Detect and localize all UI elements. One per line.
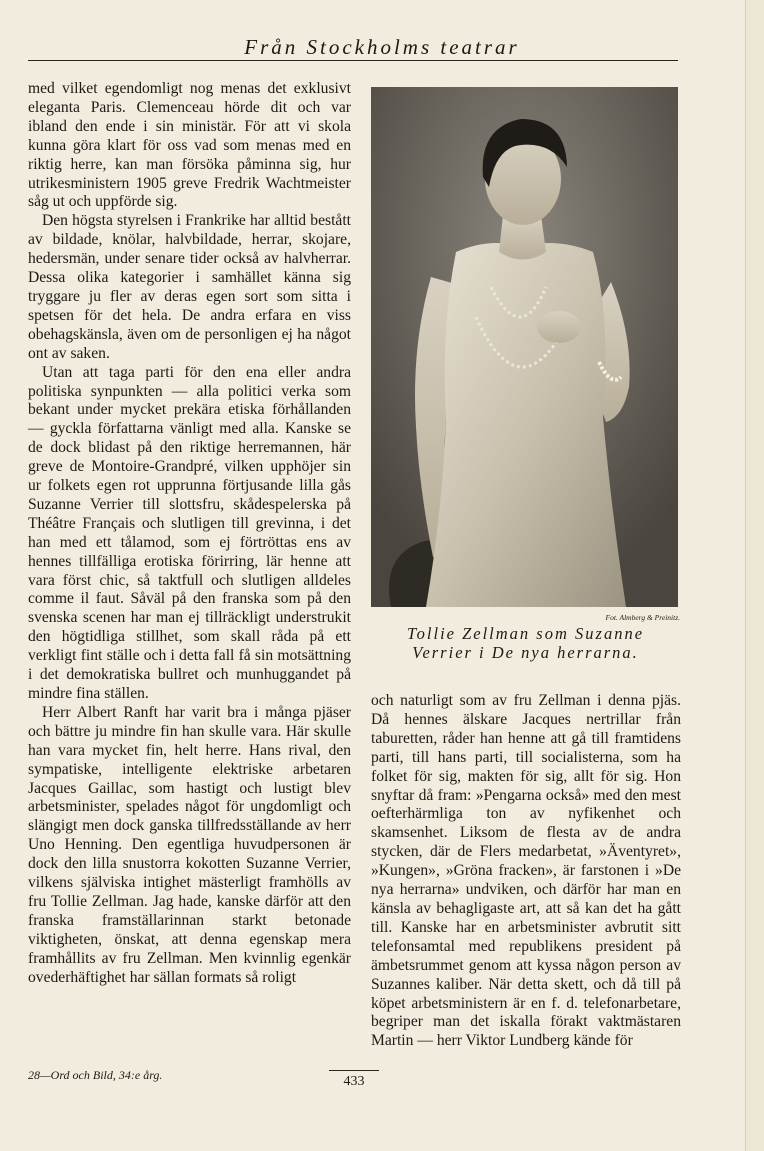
page-number-rule	[329, 1070, 379, 1071]
right-column	[371, 692, 681, 1051]
page-edge	[745, 0, 764, 1151]
page-number: 433	[343, 1074, 365, 1089]
paragraph: Herr Albert Ranft har varit bra i många pjäser och bättre ju mindre fin han skulle vara. Här skulle han vara mycket fin, helt herre. Hans rival, den sympatiske, intelligente elektriske arbetaren Jacques Gaillac, som hastigt och lustigt blev arbetsminister, spelades något för ungdomligt och slängigt men dock ganska tillfredsställande av herr Uno Henning. Den egentliga huvudpersonen är dock den lilla snustorra kokotten Suzanne Verrier, vilkens själviska intighet mästerligt framhölls av fru Tollie Zellman. Jag hade, kanske därför att den franska framställarinnan starkt betonade viktigheten, önskat, att denna egenskap mera framhållits av fru Zellman. Men kvinnlig egenkär ovederhäftighet har sällan formats så roligt	[28, 703, 351, 986]
photo-caption	[371, 624, 680, 662]
paragraph: Den högsta styrelsen i Frankrike har alltid bestått av bildade, knölar, halvbildade, herrar, skojare, hedersmän, under senare tider också av halvherrar. Dessa olika kategorier i samhället känna sig tryggare ju fler av deras egen sort som sitta i spetsen för det hela. De andra erfara en viss obehagskänsla, även om de personligen ej ha något ont av saken.	[28, 212, 351, 362]
caption-line: Verrier i De nya herrarna.	[412, 643, 639, 662]
paragraph: Utan att taga parti för den ena eller andra politiska synpunkten — alla politici verka som bekant under mycket prekära etiska förhållanden — gyckla författarna vänligt med alla. Kanske se de dock blidast på den riktige herremannen, här greve de Montoire-Grandpré, vilken upphöjer sin ur folkets egen rot upprunna förtjusande lilla gås Suzanne Verrier till slottsfru, skådespelerska på Théâtre Français och slutligen till grevinna, i det han med ett tålamod, som ej förtröttas ens av hennes tillfälliga erotiska förirring, lär henne att vara först chic, så taktfull och slutligen alldeles comme il faut. Såväl på den franska som på den svenska scenen har man ej tillräckligt understrukit den högtidliga stillhet, som skall råda på ett verkligt fint ställe och i detta fall få sin motsättning i det demokratiska bullret och munhuggandet på mindre fina ställen.	[28, 363, 351, 702]
portrait-illustration	[371, 87, 678, 607]
signature-mark: 28—Ord och Bild, 34:e årg.	[28, 1068, 163, 1082]
portrait-photo	[371, 87, 678, 607]
caption-line: Tollie Zellman som Suzanne	[406, 624, 645, 643]
header-rule	[28, 60, 678, 61]
paragraph: med vilket egendomligt nog menas det exklusivt eleganta Paris. Clemenceau hörde dit och var ibland den ende i sin ministär. För att vi skola kunna göra klart för oss vad som menas med en riktig herre, kan man försöka påminna sig, hur utrikesministern 1905 greve Fredrik Wachtmeister såg ut och uppförde sig.	[28, 80, 351, 211]
left-column	[28, 80, 351, 988]
running-header: Från Stockholms teatrar	[244, 35, 520, 59]
paragraph: och naturligt som av fru Zellman i denna pjäs. Då hennes älskare Jacques nertrillar från taburetten, råder han henne att gå till framtidens parti, till hans parti, till socialisterna, som ha folket för sig, makten för sig, allt för sig. Hon snyftar då fram: »Pengarna också» med den mest oefterhärmliga ton av nyfikenhet och skamsenhet. Liksom de flesta av de andra stycken, där de Flers medarbetat, »Äventyret», »Kungen», »Gröna fracken», är farstonen i »De nya herrarna» undviken, och därför har man en känsla av behagligaste art, att så kan det ha gått till. Kanske har en arbetsminister avbrutit sitt telefonsamtal med republikens president på ämbetsrummet genom att kyssa någon person av Suzannes kaliber. När detta skett, och då till på köpet arbetsministern är en f. d. telefonarbetare, begriper man det iskalla förakt vaktmästaren Martin — herr Viktor Lundberg kände för	[371, 692, 681, 1050]
photo-credit: Fot. Almberg & Preinitz.	[605, 613, 680, 622]
